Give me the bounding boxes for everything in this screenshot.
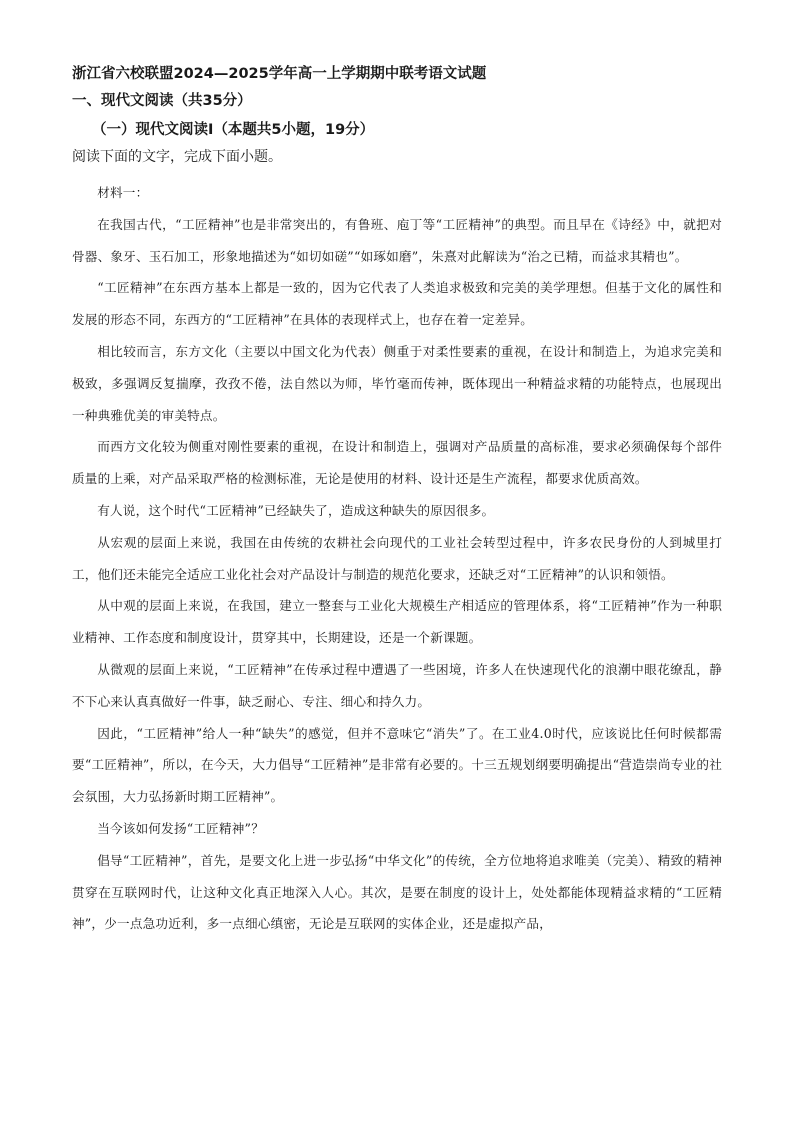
reading-passage (72, 177, 722, 940)
subsection-heading: （一）现代文阅读Ⅰ（本题共5小题，19分） (92, 122, 375, 138)
passage-paragraph: 从中观的层面上来说，在我国，建立一整套与工业化大规模生产相适应的管理体系，将“工匠精神”作为一种职业精神、工作态度和制度设计，贯穿其中，长期建设，还是一个新课题。 (72, 598, 722, 646)
document-title: 浙江省六校联盟2024—2025学年高一上学期期中联考语文试题 (72, 66, 487, 82)
reading-instruction: 阅读下面的文字，完成下面小题。 (72, 149, 282, 165)
passage-paragraph: 而西方文化较为侧重对刚性要素的重视，在设计和制造上，强调对产品质量的高标准，要求必须确保每个部件质量的上乘，对产品采取严格的检测标准，无论是使用的材料、设计还是生产流程，都要求优质高效。 (72, 439, 722, 487)
passage-paragraph: 从微观的层面上来说，“工匠精神”在传承过程中遭遇了一些困境，许多人在快速现代化的浪潮中眼花缭乱，静不下心来认真真做好一件事，缺乏耐心、专注、细心和持久力。 (72, 661, 722, 709)
passage-paragraph: 有人说，这个时代“工匠精神”已经缺失了，造成这种缺失的原因很多。 (97, 502, 495, 518)
material-label: 材料一： (97, 185, 149, 200)
passage-paragraph: 从宏观的层面上来说，我国在由传统的农耕社会向现代的工业社会转型过程中，许多农民身份的人到城里打工，他们还未能完全适应工业化社会对产品设计与制造的规范化要求，还缺乏对“工匠精神”的认识和领悟。 (72, 534, 722, 582)
passage-paragraph: 在我国古代，“工匠精神”也是非常突出的，有鲁班、庖丁等“工匠精神”的典型。而且早在《诗经》中，就把对骨器、象牙、玉石加工，形象地描述为“如切如磋”“如琢如磨”，朱熹对此解读为“治之已精，而益求其精也”。 (72, 216, 722, 264)
section-heading: 一、现代文阅读（共35分） (72, 93, 252, 109)
passage-paragraph: “工匠精神”在东西方基本上都是一致的，因为它代表了人类追求极致和完美的美学理想。但基于文化的属性和发展的形态不同，东西方的“工匠精神”在具体的表现样式上，也存在着一定差异。 (72, 280, 722, 328)
passage-paragraph: 因此，“工匠精神”给人一种“缺失”的感觉，但并不意味它“消失”了。在工业4.0时代，应该说比任何时候都需要“工匠精神”，所以，在今天，大力倡导“工匠精神”是非常有必要的。十三五规划纲要明确提出“营造崇尚专业的社会氛围，大力弘扬新时期工匠精神”。 (72, 725, 722, 805)
document-page (72, 62, 722, 940)
passage-paragraph: 当今该如何发扬“工匠精神”？ (97, 820, 264, 836)
passage-paragraph: 倡导“工匠精神”，首先，是要文化上进一步弘扬“中华文化”的传统，全方位地将追求唯美（完美）、精致的精神贯穿在互联网时代，让这种文化真正地深入人心。其次，是要在制度的设计上，处处都能体现精益求精的“工匠精神”，少一点急功近利，多一点细心缜密，无论是互联网的实体企业，还是虚拟产品， (72, 852, 722, 932)
passage-paragraph: 相比较而言，东方文化（主要以中国文化为代表）侧重于对柔性要素的重视，在设计和制造上，为追求完美和极致，多强调反复揣摩，孜孜不倦，法自然以为师，毕竹毫而传神，既体现出一种精益求精的功能特点，也展现出一种典雅优美的审美特点。 (72, 343, 722, 423)
